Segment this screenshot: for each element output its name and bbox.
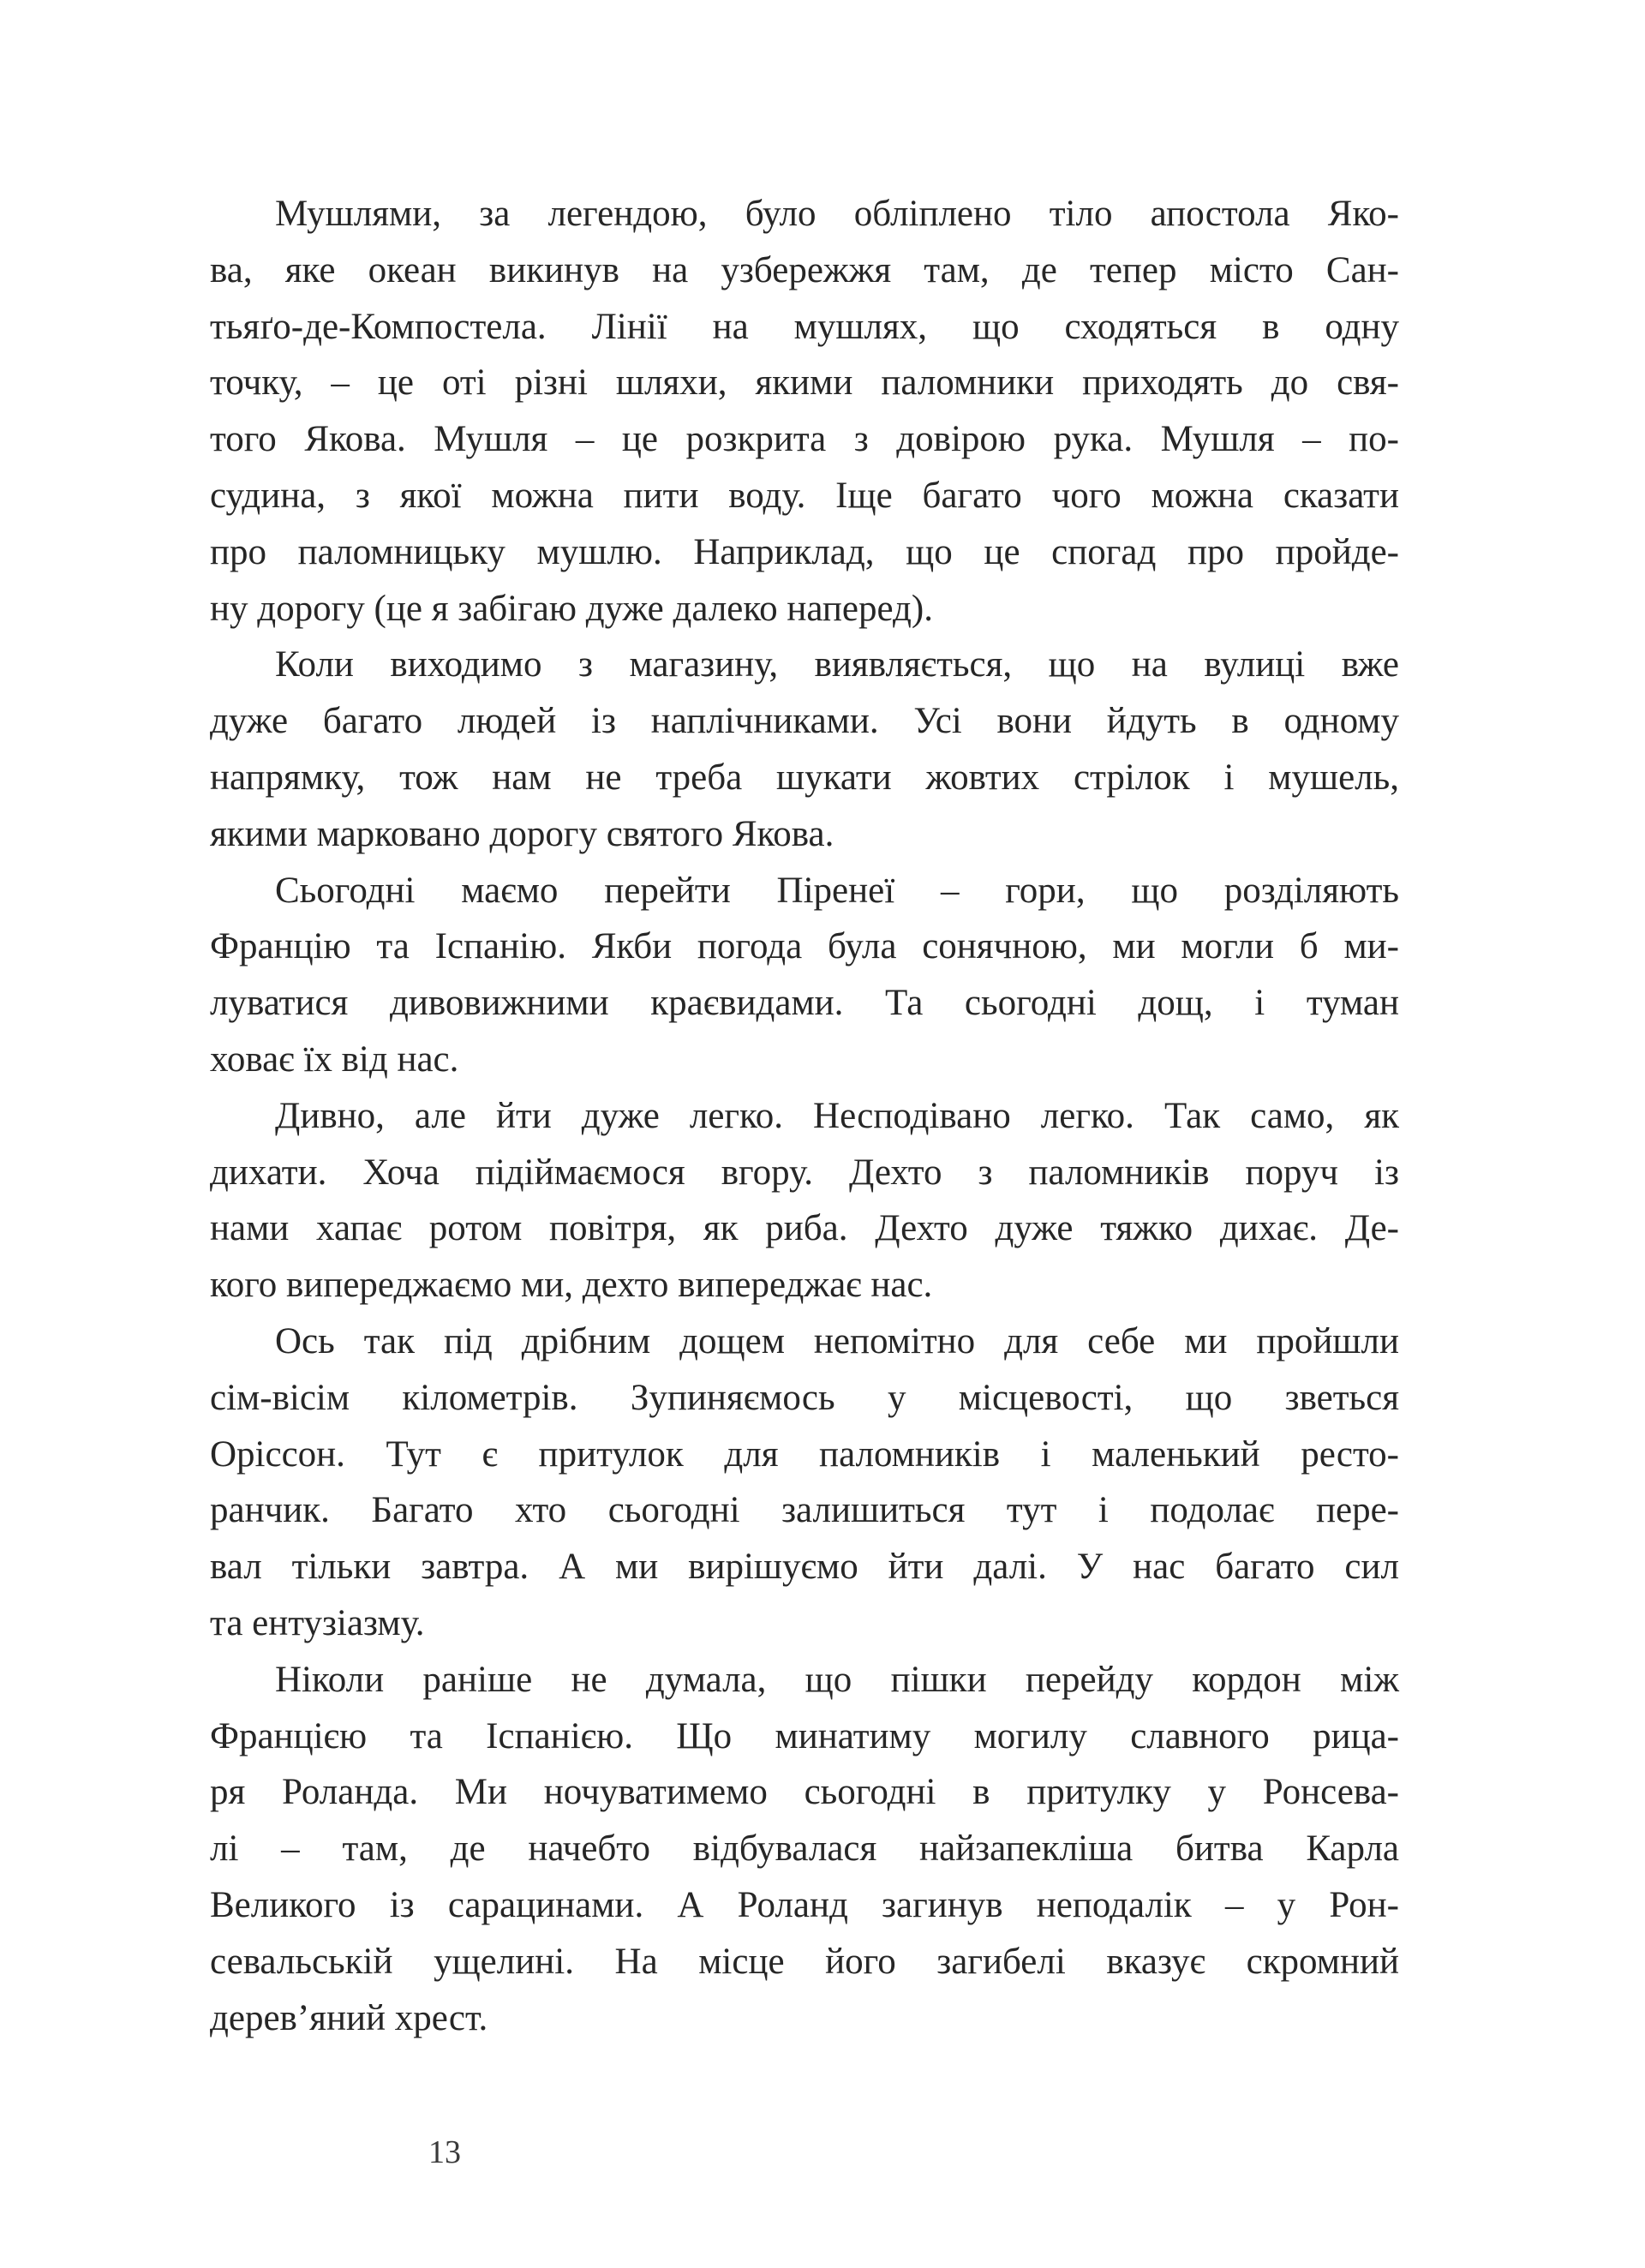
text-line: та ентузіазму. <box>210 1602 425 1643</box>
paragraph <box>210 637 1399 862</box>
text-line: кого випереджаємо ми, дехто випереджає нас. <box>210 1265 933 1306</box>
text-line: дихати. Хоча підіймаємося вгору. Дехто з паломників поруч із <box>210 1152 1399 1193</box>
text-line: Оріссон. Тут є притулок для паломників і маленький ресто- <box>210 1433 1399 1475</box>
text-line: судина, з якої можна пити воду. Іще багато чого можна сказати <box>210 475 1399 516</box>
text-line: якими марковано дорогу святого Якова. <box>210 813 834 854</box>
text-line: ну дорогу (це я забігаю дуже далеко наперед). <box>210 588 933 629</box>
text-line: лі – там, де начебто відбувалася найзапекліша битва Карла <box>210 1828 1399 1870</box>
text-line: Ніколи раніше не думала, що пішки перейду кордон між <box>275 1659 1399 1700</box>
paragraph <box>210 863 1399 1088</box>
text-line: Великого із сарацинами. А Роланд загинув неподалік – у Рон- <box>210 1884 1399 1925</box>
text-line: напрямку, тож нам не треба шукати жовтих стрілок і мушель, <box>210 757 1399 798</box>
text-line: ранчик. Багато хто сьогодні залишиться тут і подолає пере- <box>210 1490 1399 1531</box>
text-line: ховає їх від нас. <box>210 1038 459 1080</box>
text-line: ва, яке океан викинув на узбережжя там, де тепер місто Сан- <box>210 249 1399 290</box>
text-line: Дивно, але йти дуже легко. Несподівано легко. Так само, як <box>275 1095 1399 1136</box>
text-line: дуже багато людей із наплічниками. Усі вони йдуть в одному <box>210 701 1399 742</box>
text-line: Францією та Іспанією. Що минатиму могилу славного рица- <box>210 1715 1399 1756</box>
text-line: Коли виходимо з магазину, виявляється, що на вулиці вже <box>275 644 1399 685</box>
text-line: Сьогодні маємо перейти Піренеї – гори, що розділяють <box>275 870 1399 911</box>
text-line: тьяґо-де-Компостела. Лінії на мушлях, що сходяться в одну <box>210 306 1399 347</box>
text-line: нами хапає ротом повітря, як риба. Дехто дуже тяжко дихає. Де- <box>210 1208 1399 1249</box>
text-line: того Якова. Мушля – це розкрита з довірою рука. Мушля – по- <box>210 419 1399 460</box>
paragraph <box>210 186 1399 637</box>
text-line: вал тільки завтра. А ми вирішуємо йти далі. У нас багато сил <box>210 1547 1399 1588</box>
text-line: севальській ущелині. На місце його загибелі вказує скромний <box>210 1941 1399 1982</box>
text-line: Ось так під дрібним дощем непомітно для себе ми пройшли <box>275 1320 1399 1361</box>
text-line: луватися дивовижними краєвидами. Та сьогодні дощ, і туман <box>210 983 1399 1024</box>
text-line: про паломницьку мушлю. Наприклад, що це спогад про пройде- <box>210 531 1399 572</box>
paragraph <box>210 1314 1399 1652</box>
text-line: ря Роланда. Ми ночуватимемо сьогодні в притулку у Ронсева- <box>210 1772 1399 1813</box>
text-line: сім-вісім кілометрів. Зупиняємось у місцевості, що зветься <box>210 1377 1399 1418</box>
page-number: 13 <box>428 2134 461 2170</box>
text-line: Францію та Іспанію. Якби погода була сонячною, ми могли б ми- <box>210 926 1399 967</box>
body-text <box>210 186 1399 2046</box>
text-line: дерев’яний хрест. <box>210 1997 488 2038</box>
paragraph <box>210 1652 1399 2047</box>
paragraph <box>210 1088 1399 1314</box>
text-line: точку, – це оті різні шляхи, якими паломники приходять до свя- <box>210 362 1399 404</box>
text-line: Мушлями, за легендою, було обліплено тіло апостола Яко- <box>275 194 1399 234</box>
